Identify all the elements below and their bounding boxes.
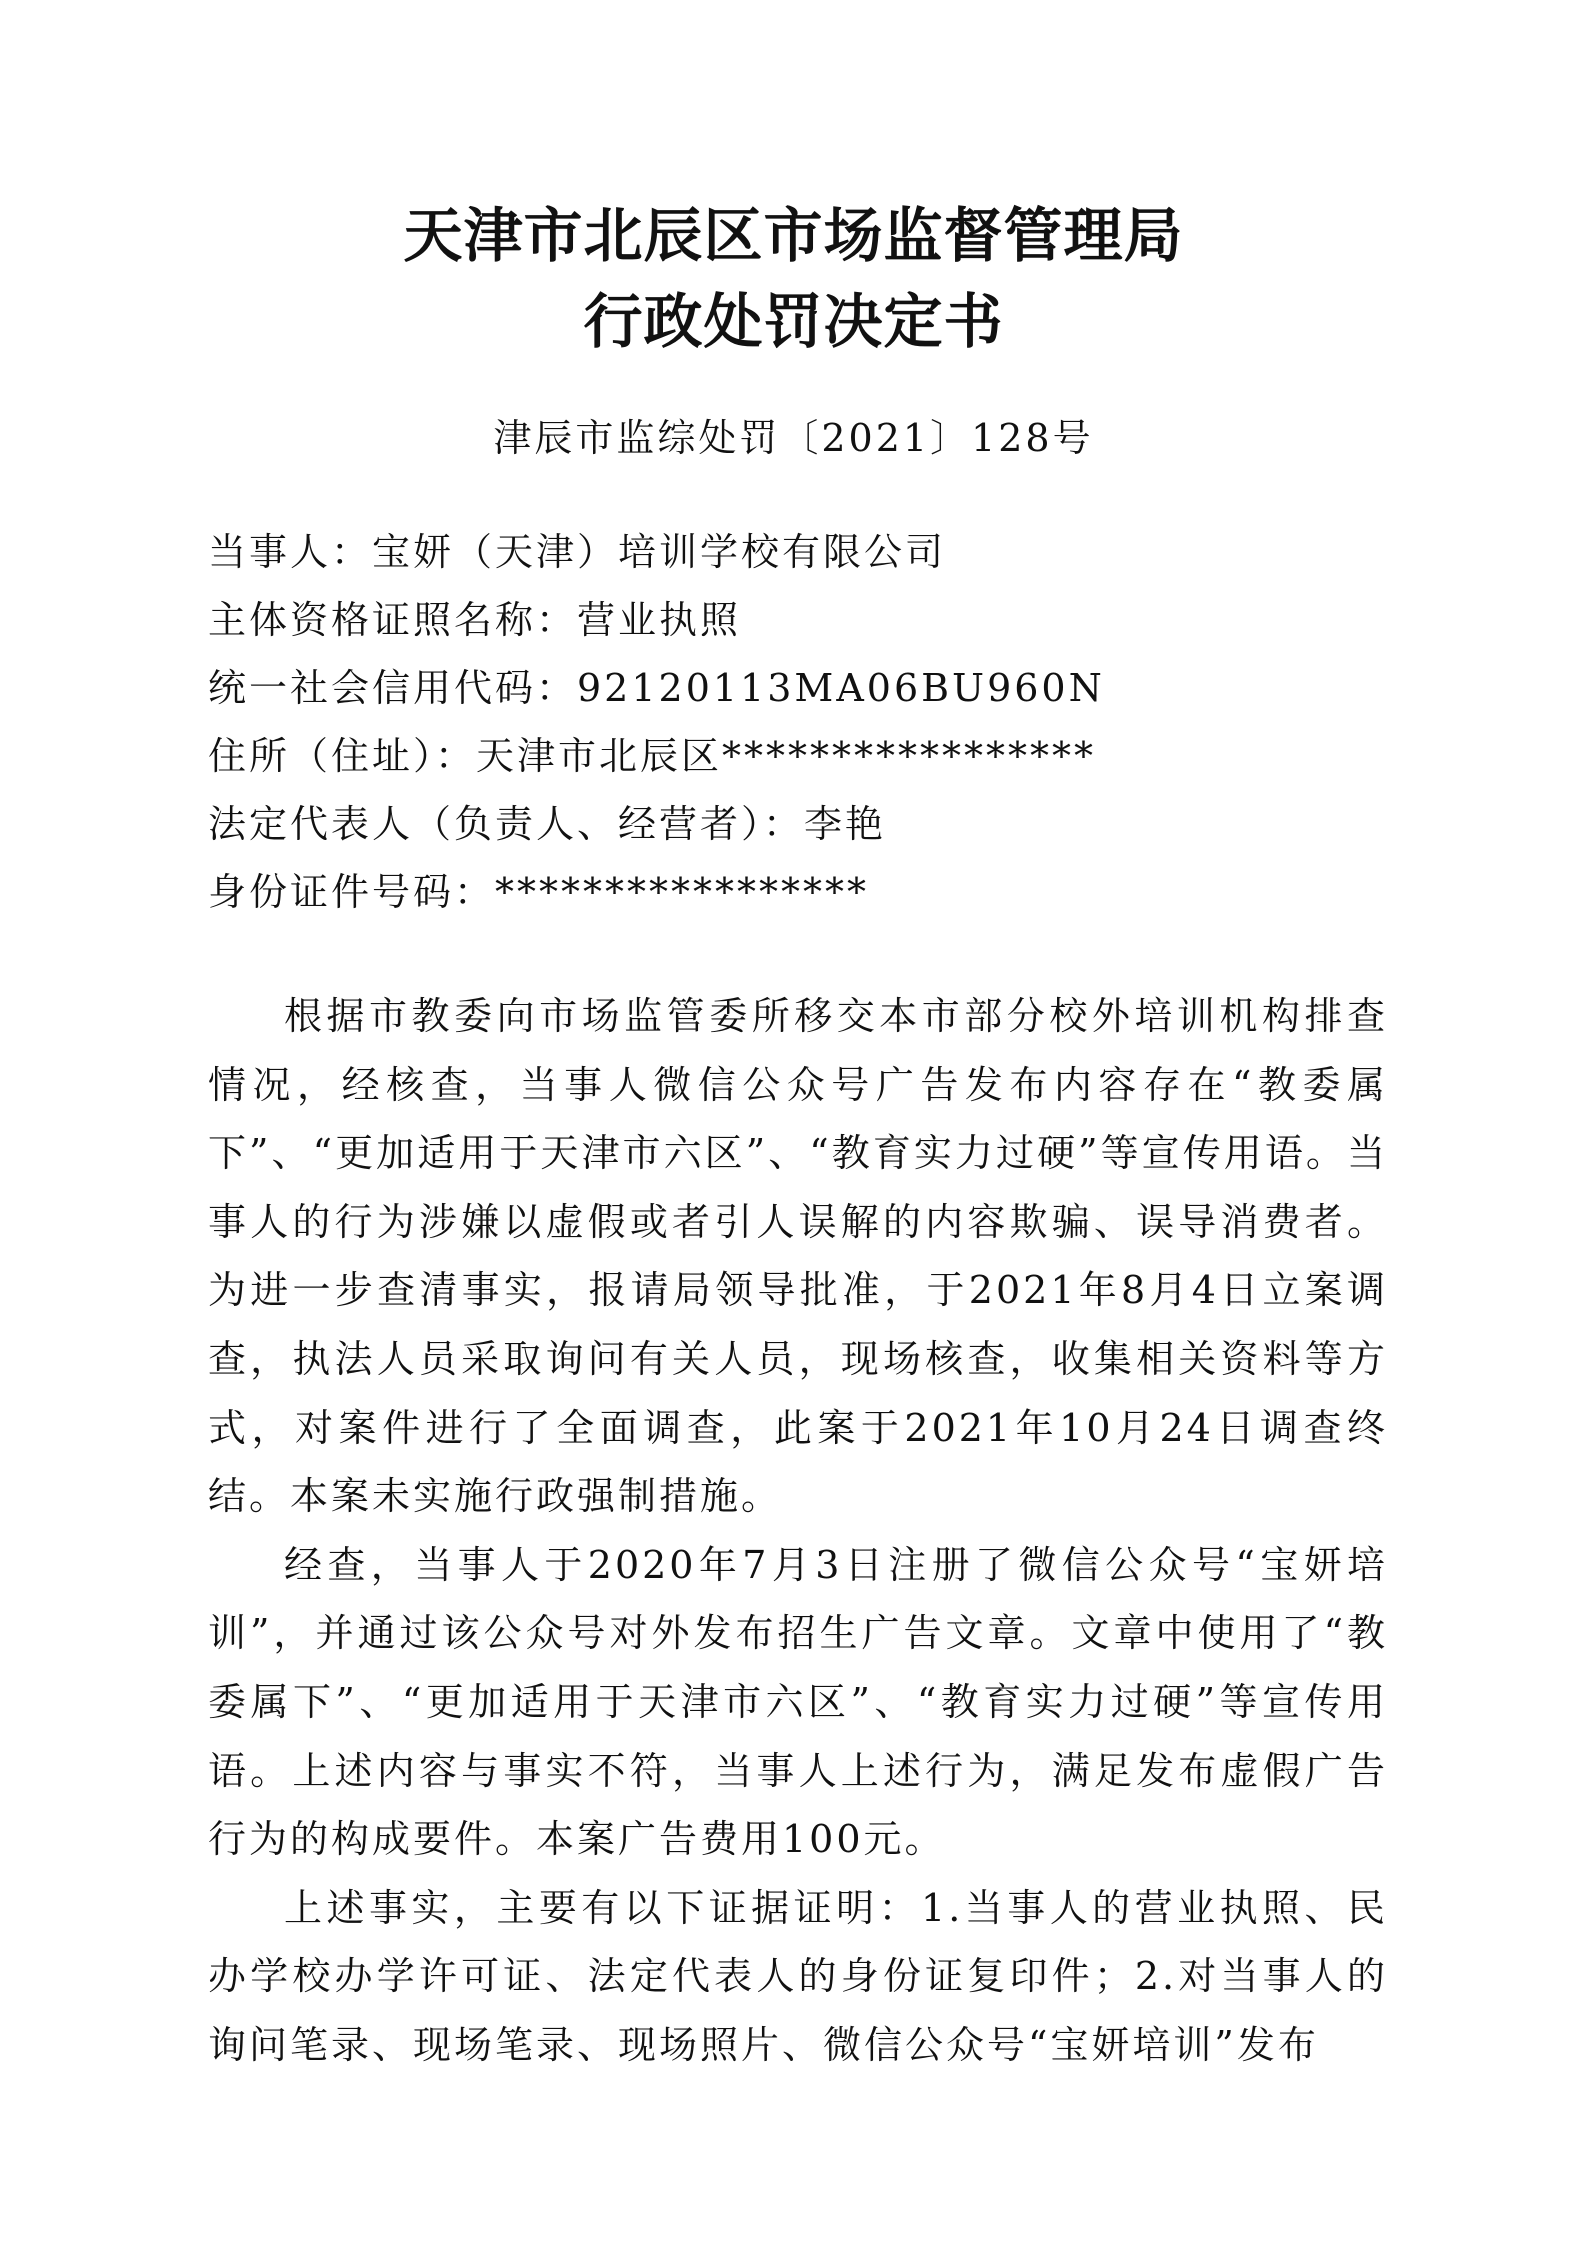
document-number: 津辰市监综处罚〔2021〕128号 (493, 416, 1094, 460)
body-paragraph-2: 经查，当事人于2020年7月3日注册了微信公众号“宝妍培训”，并通过该公众号对外发布招生广告文章。文章中使用了“教委属下”、“更加适用于天津市六区”、“教育实力过硬”等宣传用语。上述内容与事实不符，当事人上述行为，满足发布虚假广告行为的构成要件。本案广告费用100元。 (208, 1542, 1388, 1862)
party-name: 当事人：宝妍（天津）培训学校有限公司 (208, 530, 947, 574)
body-paragraph-3: 上述事实，主要有以下证据证明：1.当事人的营业执照、民办学校办学许可证、法定代表人的身份证复印件；2.对当事人的询问笔录、现场笔录、现场照片、微信公众号“宝妍培训”发布 (208, 1885, 1388, 2067)
party-info-block (208, 518, 1388, 926)
document-title-line1: 天津市北辰区市场监督管理局 (403, 201, 1184, 270)
party-credit-code: 统一社会信用代码：92120113MA06BU960N (208, 666, 1105, 710)
party-address: 住所（住址）：天津市北辰区***************** (208, 734, 1097, 778)
document-body (208, 982, 1388, 2080)
party-legal-representative: 法定代表人（负责人、经营者）：李艳 (208, 802, 887, 846)
party-id-number: 身份证件号码：***************** (208, 870, 870, 914)
document-title-line2: 行政处罚决定书 (583, 287, 1004, 356)
body-paragraph-1: 根据市教委向市场监管委所移交本市部分校外培训机构排查情况，经核查，当事人微信公众号广告发布内容存在“教委属下”、“更加适用于天津市六区”、“教育实力过硬”等宣传用语。当事人的行为涉嫌以虚假或者引人误解的内容欺骗、误导消费者。为进一步查清事实，报请局领导批准，于2021年8月4日立案调查，执法人员采取询问有关人员，现场核查，收集相关资料等方式，对案件进行了全面调查，此案于2021年10月24日调查终结。本案未实施行政强制措施。 (208, 994, 1388, 1519)
party-license-type: 主体资格证照名称：营业执照 (208, 598, 742, 642)
